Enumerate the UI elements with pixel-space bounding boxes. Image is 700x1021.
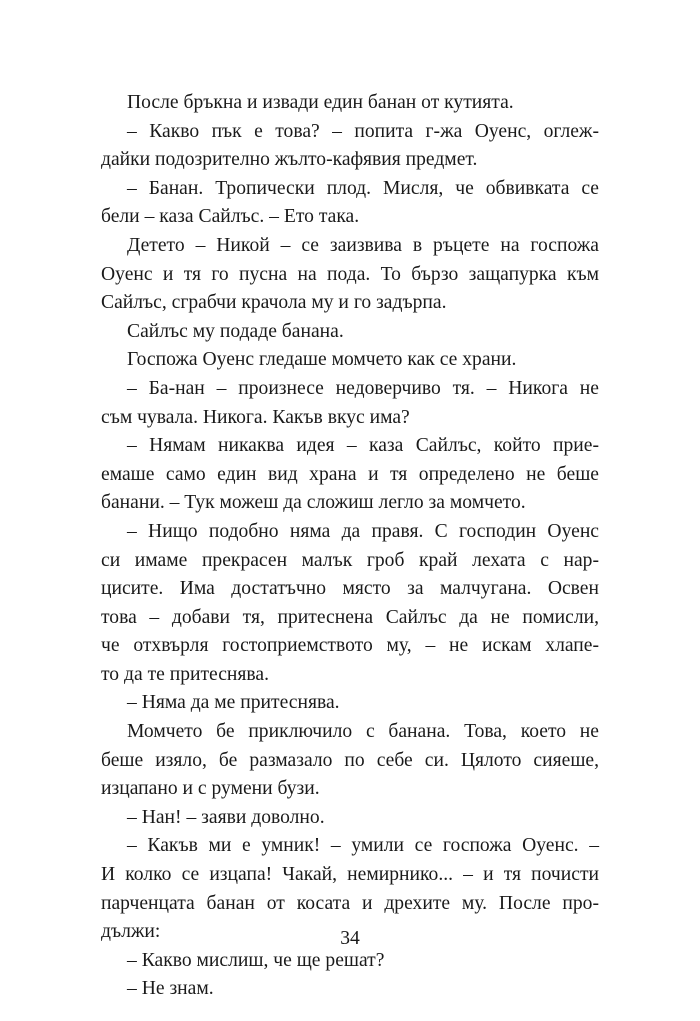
text-line: – Какво пък е това? – попита г-жа Оуенс, оглеж- xyxy=(127,120,599,142)
text-line: – Нищо подобно няма да правя. С господин Оуенс xyxy=(127,520,599,542)
text-line: – Банан. Тропически плод. Мисля, че обвивката се xyxy=(127,177,599,199)
text-line: – Няма да ме притеснява. xyxy=(127,692,340,714)
text-line: съм чувала. Никога. Какъв вкус има? xyxy=(101,406,410,428)
text-line: че отхвърля гостоприемството му, – не искам хлапе- xyxy=(101,635,599,657)
text-line: дължи: xyxy=(101,921,161,943)
text-line: Детето – Никой – се заизвива в ръцете на госпожа xyxy=(127,234,599,256)
text-line: После бръкна и извади един банан от кутията. xyxy=(127,92,514,113)
text-line: цисите. Има достатъчно място за малчугана. Освен xyxy=(101,578,599,600)
text-line: банани. – Тук можеш да сложиш легло за момчето. xyxy=(101,492,526,514)
text-line: – Нан! – заяви доволно. xyxy=(127,806,325,828)
text-line: – Ба-нан – произнесе недоверчиво тя. – Никога не xyxy=(127,377,599,399)
text-line: парченцата банан от косата и дрехите му. После про- xyxy=(101,892,599,914)
text-line: бели – каза Сайлъс. – Ето така. xyxy=(101,206,360,228)
book-page-text xyxy=(101,89,599,1004)
text-line: то да те притеснява. xyxy=(101,663,270,685)
text-line: – Какъв ми е умник! – умили се госпожа Оуенс. – xyxy=(127,835,599,857)
text-line: това – добави тя, притеснена Сайлъс да не помисли, xyxy=(101,606,599,628)
text-line: Сайлъс, сграбчи крачола му и го задърпа. xyxy=(101,292,447,314)
text-line: дайки подозрително жълто-кафявия предмет. xyxy=(101,149,478,171)
text-line: изцапано и с румени бузи. xyxy=(101,778,320,800)
text-line: емаше само един вид храна и тя определено не беше xyxy=(101,463,599,485)
text-line: Госпожа Оуенс гледаше момчето как се храни. xyxy=(127,349,517,371)
text-line: си имаме прекрасен малък гроб край лехата с нар- xyxy=(101,549,599,571)
text-line: Оуенс и тя го пусна на пода. То бързо защапурка към xyxy=(101,263,599,285)
page-number: 34 xyxy=(340,928,360,949)
text-line: – Нямам никаква идея – каза Сайлъс, който прие- xyxy=(127,435,599,457)
text-line: И колко се изцапа! Чакай, немирнико... – и тя почисти xyxy=(101,864,599,886)
text-line: Момчето бе приключило с банана. Това, което не xyxy=(127,721,599,743)
text-line: беше изяло, бе размазало по себе си. Цялото сияеше, xyxy=(101,749,599,771)
text-line: – Не знам. xyxy=(127,978,214,1000)
text-line: – Какво мислиш, че ще решат? xyxy=(127,949,385,971)
text-line: Сайлъс му подаде банана. xyxy=(127,320,344,342)
